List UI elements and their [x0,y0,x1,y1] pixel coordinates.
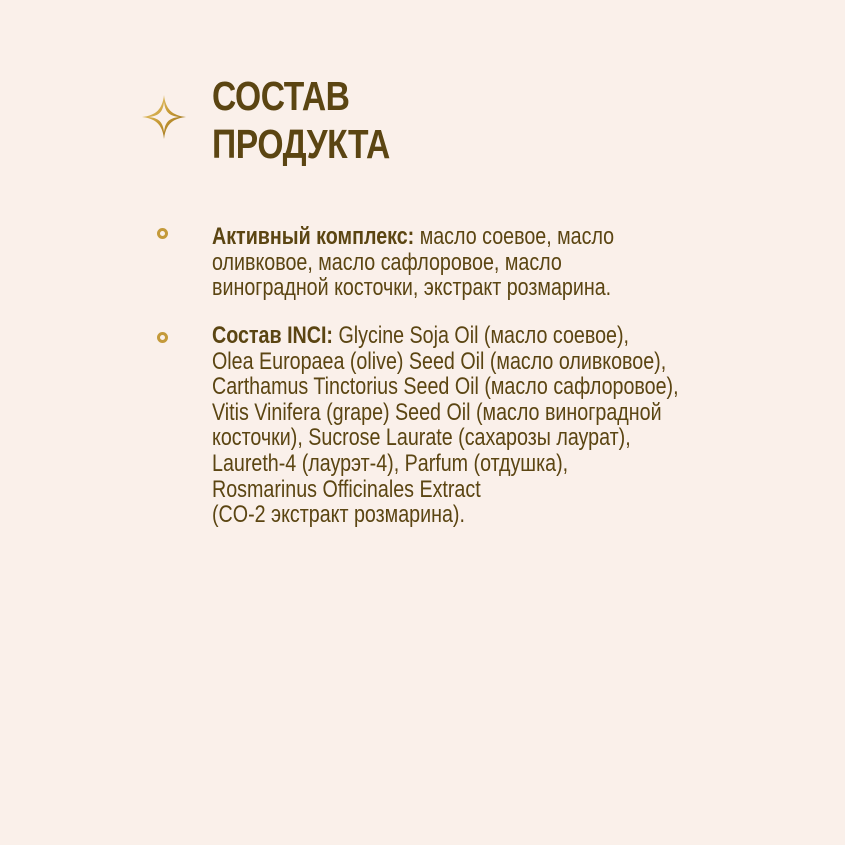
active-complex-line: оливковое, масло сафлоровое, масло [212,248,562,276]
inci-line: косточки), Sucrose Laurate (сахарозы лаурат), [212,424,631,452]
ring-bullet-icon [157,228,168,239]
sparkle-star-icon [141,94,187,140]
inci-paragraph [212,323,737,528]
active-complex-paragraph [212,224,737,301]
inci-line: Olea Europaea (olive) Seed Oil (масло оливковое), [212,347,667,375]
inci-line: Carthamus Tinctorius Seed Oil (масло сафлоровое), [212,373,679,401]
title-line-1: СОСТАВ [212,73,350,119]
inci-first-line [212,323,737,349]
active-complex-label: Активный комплекс: [212,223,415,250]
active-complex-text: масло соевое, масло [414,223,615,250]
title-line-2: ПРОДУКТА [212,121,390,167]
active-complex-first-line [212,224,737,250]
inci-line: Rosmarinus Officinales Extract [212,475,481,503]
inci-label: Состав INCI: [212,322,333,349]
inci-line: Vitis Vinifera (grape) Seed Oil (масло виноградной [212,398,662,426]
active-complex-line: виноградной косточки, экстракт розмарина. [212,274,612,302]
page-title [212,72,390,168]
inci-line: Laureth-4 (лаурэт-4), Parfum (отдушка), [212,449,569,477]
ring-bullet-icon [157,332,168,343]
inci-line: (CO-2 экстракт розмарина). [212,501,465,529]
inci-text: Glycine Soja Oil (масло соевое), [332,322,630,349]
